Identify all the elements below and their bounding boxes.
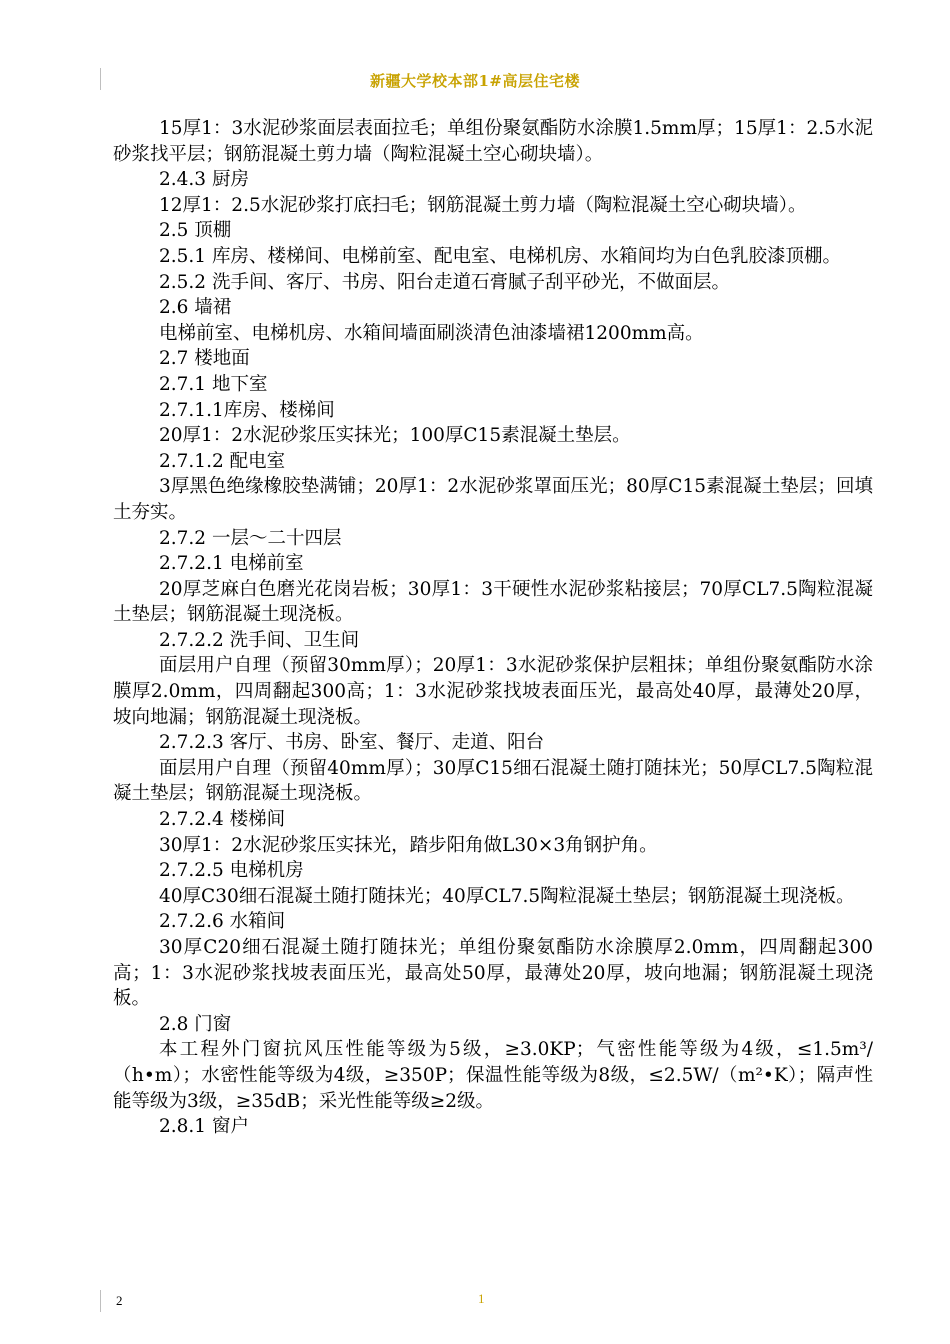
section-heading: 2.7.2.1 电梯前室 <box>159 553 304 575</box>
page-header: 新疆大学校本部1#高层住宅楼 <box>369 72 580 90</box>
paragraph: 2.5.1 库房、楼梯间、电梯前室、配电室、电梯机房、水箱间均为白色乳胶漆顶棚。 <box>159 245 841 267</box>
section-heading: 2.7.2.4 楼梯间 <box>159 809 286 831</box>
paragraph: 15厚1：3水泥砂浆面层表面拉毛；单组份聚氨酯防水涂膜1.5mm厚；15厚1：2.5水泥砂浆找平层；钢筋混凝土剪力墙（陶粒混凝土空心砌块墙）。 <box>113 118 873 165</box>
paragraph: 面层用户自理（预留30mm厚）；20厚1：3水泥砂浆保护层粗抹；单组份聚氨酯防水涂膜厚2.0mm，四周翻起300高；1：3水泥砂浆找坡表面压光，最高处40厚，最薄处20厚，坡向地漏；钢筋混凝土现浇板。 <box>113 655 873 728</box>
section-heading: 2.7.2.2 洗手间、卫生间 <box>159 629 360 651</box>
paragraph: 20厚1：2水泥砂浆压实抹光；100厚C15素混凝土垫层。 <box>159 425 631 447</box>
section-heading: 2.7.2.3 客厅、书房、卧室、餐厅、走道、阳台 <box>159 732 545 754</box>
section-heading: 2.8.1 窗户 <box>159 1116 249 1138</box>
paragraph: 本工程外门窗抗风压性能等级为5级，≥3.0KP；气密性能等级为4级，≤1.5m³/（h•m）；水密性能等级为4级，≥350P；保温性能等级为8级，≤2.5W/（m²•K）；隔声性能等级为3级，≥35dB；采光性能等级≥2级。 <box>113 1039 873 1112</box>
paragraph: 3厚黑色绝缘橡胶垫满铺；20厚1：2水泥砂浆罩面压光；80厚C15素混凝土垫层；回填土夯实。 <box>113 476 873 523</box>
paragraph: 40厚C30细石混凝土随打随抹光；40厚CL7.5陶粒混凝土垫层；钢筋混凝土现浇板。 <box>159 885 855 907</box>
section-heading: 2.7.2.5 电梯机房 <box>159 860 304 882</box>
section-heading: 2.7.2 一层～二十四层 <box>159 527 342 549</box>
section-heading: 2.5 顶棚 <box>159 220 232 242</box>
paragraph: 面层用户自理（预留40mm厚）；30厚C15细石混凝土随打随抹光；50厚CL7.5陶粒混凝土垫层；钢筋混凝土现浇板。 <box>113 757 873 805</box>
paragraph: 30厚C20细石混凝土随打随抹光；单组份聚氨酯防水涂膜厚2.0mm，四周翻起300高；1：3水泥砂浆找坡表面压光，最高处50厚，最薄处20厚，坡向地漏；钢筋混凝土现浇板。 <box>113 937 873 1010</box>
paragraph: 30厚1：2水泥砂浆压实抹光，踏步阳角做L30×3角钢护角。 <box>159 834 658 856</box>
document-body <box>113 116 873 1140</box>
section-heading: 2.6 墙裙 <box>159 297 232 319</box>
section-heading: 2.7 楼地面 <box>159 348 250 370</box>
paragraph: 电梯前室、电梯机房、水箱间墙面刷淡清色油漆墙裙1200mm高。 <box>159 322 704 344</box>
section-heading: 2.4.3 厨房 <box>159 169 249 191</box>
section-heading: 2.7.1.1库房、楼梯间 <box>159 399 335 421</box>
section-heading: 2.7.2.6 水箱间 <box>159 911 286 933</box>
section-heading: 2.8 门窗 <box>159 1013 232 1035</box>
paragraph: 2.5.2 洗手间、客厅、书房、阳台走道石膏腻子刮平砂光，不做面层。 <box>159 271 730 293</box>
paragraph: 12厚1：2.5水泥砂浆打底扫毛；钢筋混凝土剪力墙（陶粒混凝土空心砌块墙）。 <box>159 194 807 216</box>
footer-center-mark: 1 <box>478 1291 485 1306</box>
paragraph: 20厚芝麻白色磨光花岗岩板；30厚1：3干硬性水泥砂浆粘接层；70厚CL7.5陶粒混凝土垫层；钢筋混凝土现浇板。 <box>113 578 873 626</box>
section-heading: 2.7.1.2 配电室 <box>159 450 286 472</box>
footer-corner-mark <box>100 1290 101 1312</box>
section-heading: 2.7.1 地下室 <box>159 373 268 395</box>
page-number: 2 <box>116 1293 123 1308</box>
